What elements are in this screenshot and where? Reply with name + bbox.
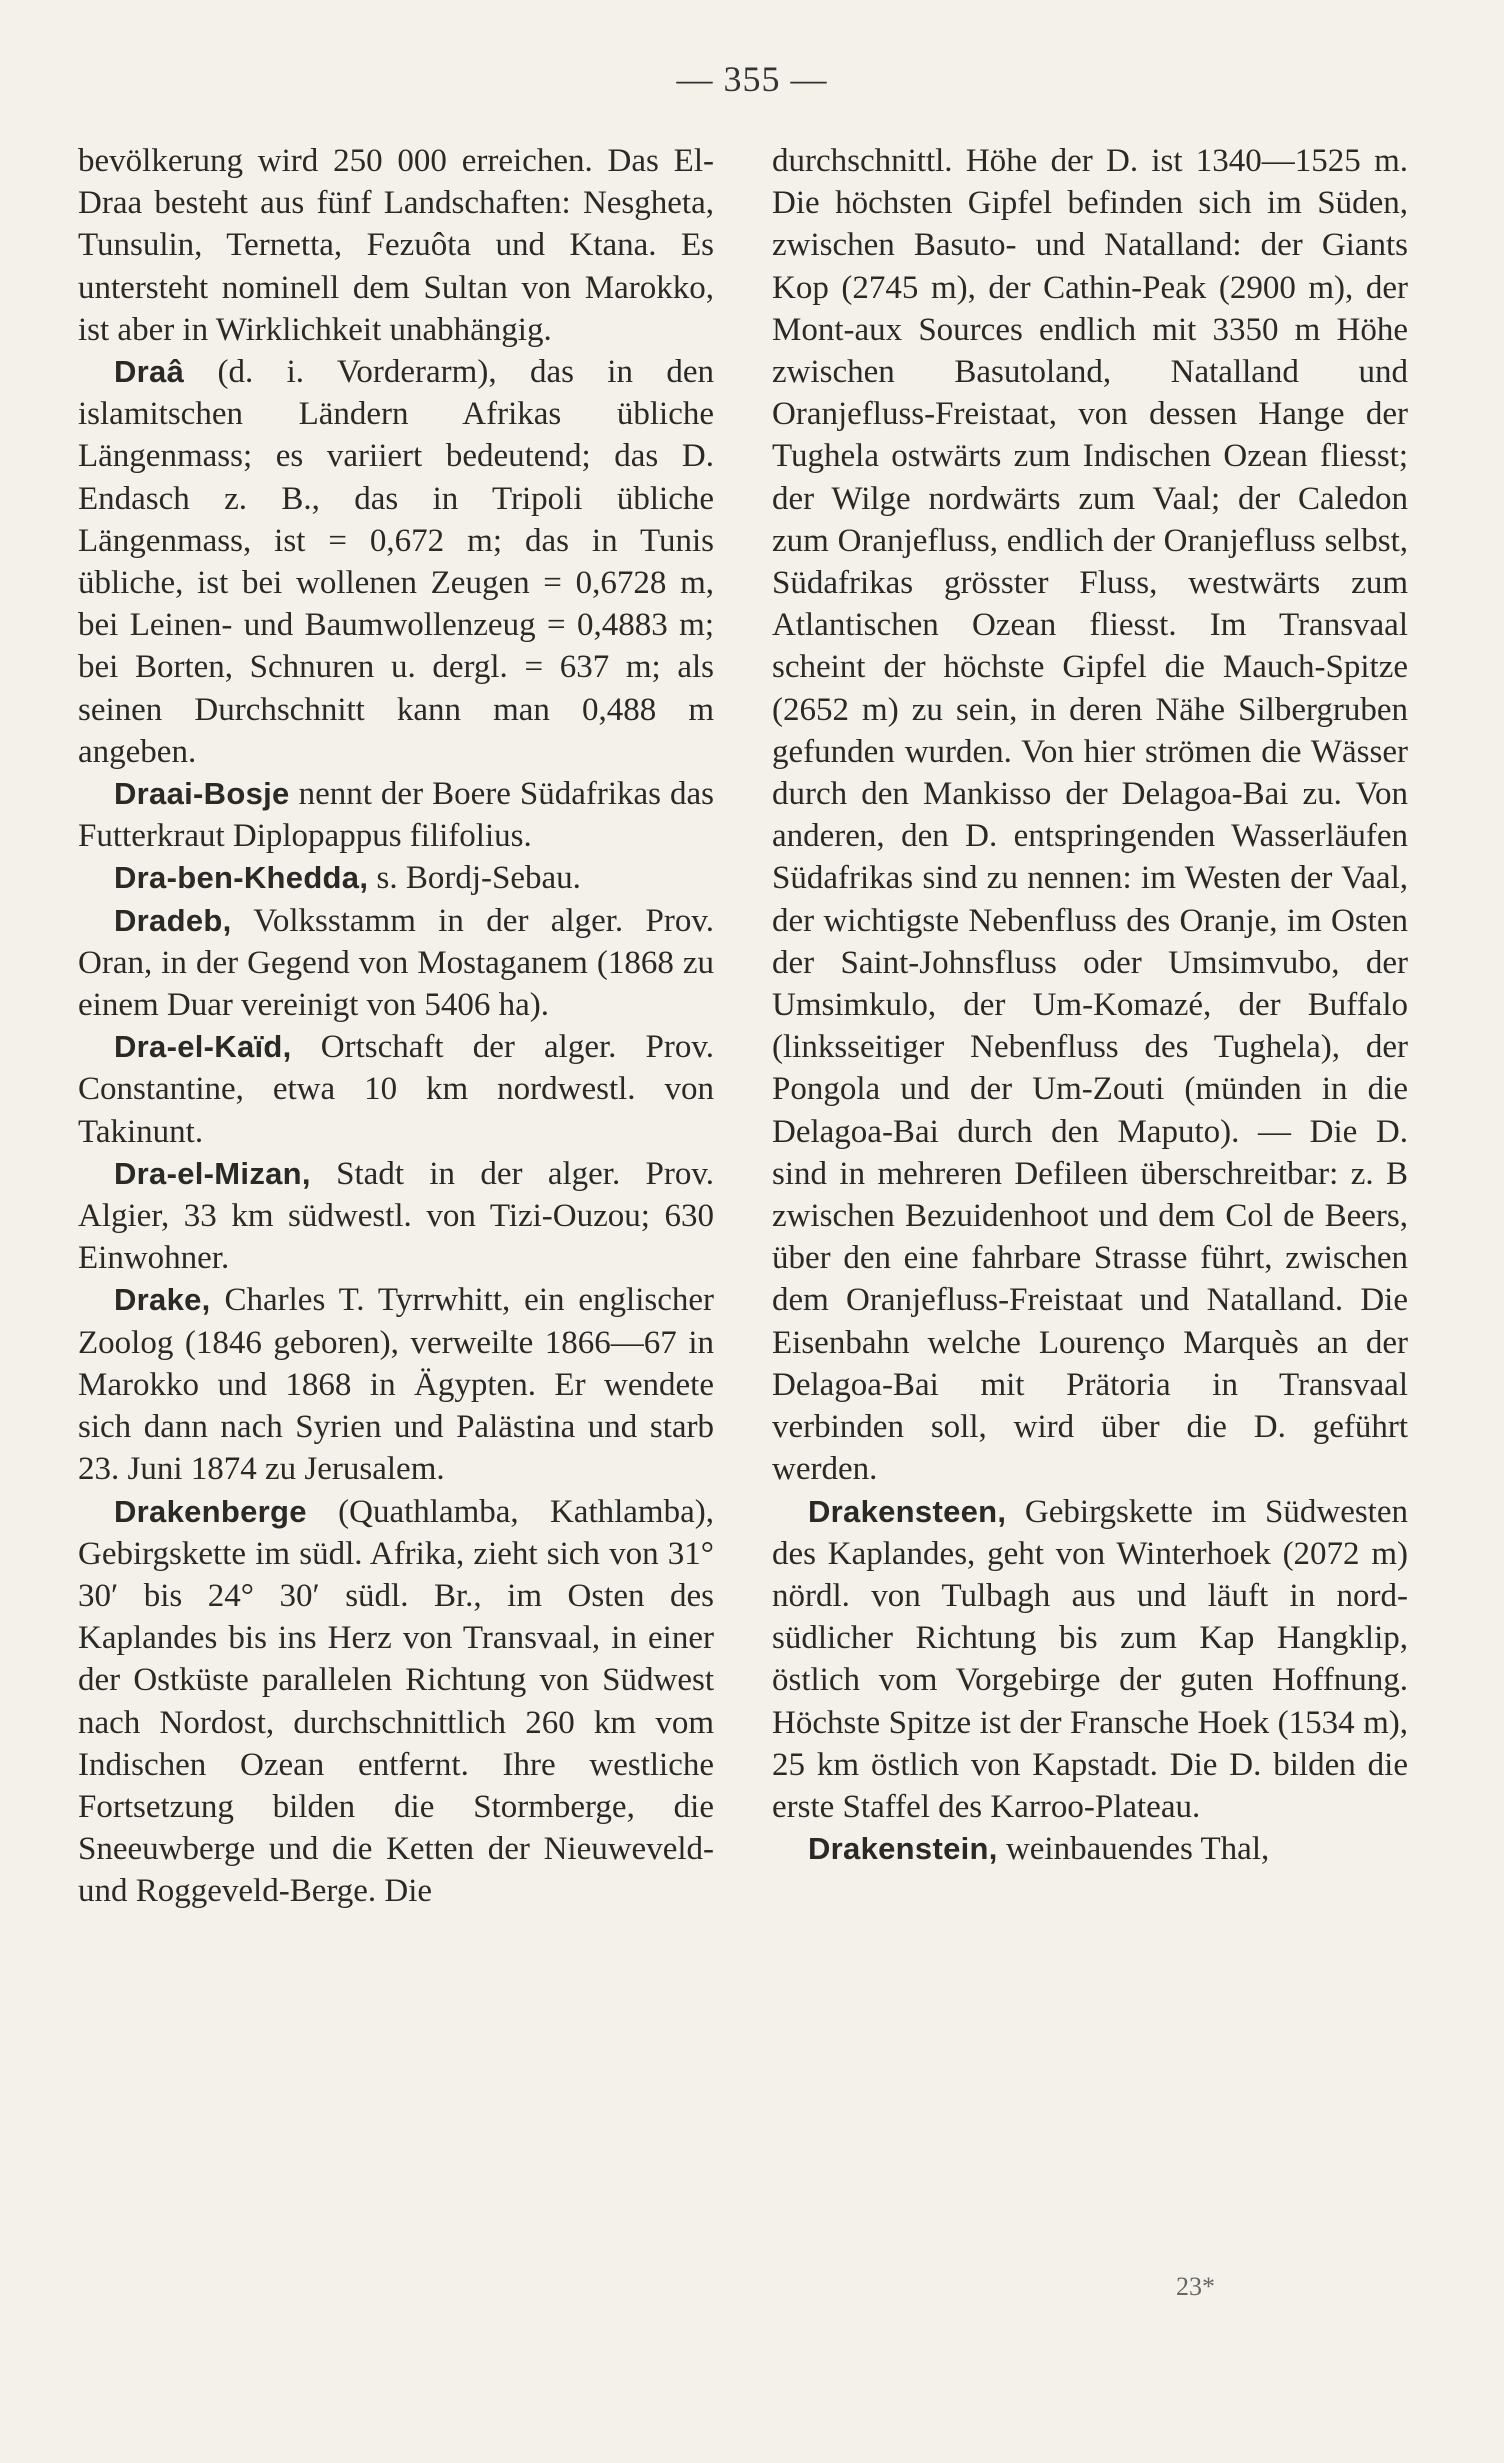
entry-paragraph bbox=[78, 1279, 714, 1490]
entry-paragraph bbox=[78, 857, 714, 899]
entry-paragraph bbox=[772, 1828, 1408, 1870]
entry-text: (d. i. Vorderarm), das in den islamitschen Ländern Afrikas übliche Längenmass; es variiert bedeutend; das D. Endasch z. B., das in Tripoli übliche Längenmass, ist = 0,672 m; das in Tunis übliche, ist bei wollenen Zeugen = 0,6728 m, bei Leinen- und Baumwollenzeug = 0,4883 m; bei Borten, Schnuren u. dergl. = 637 m; als seinen Durchschnitt kann man 0,488 m angeben. bbox=[78, 354, 714, 770]
entry-headword: Dradeb, bbox=[114, 902, 232, 938]
entry-text: Ortschaft der alger. Prov. Constantine, etwa 10 km nordwestl. von Takinunt. bbox=[78, 1029, 714, 1150]
entry-text: Gebirgskette im Südwesten des Kaplandes, geht von Winterhoek (2072 m) nördl. von Tulbagh aus und läuft in nord-südlicher Richtung bis zum Kap Hangklip, östlich vom Vorgebirge der guten Hoffnung. Höchste Spitze ist der Fransche Hoek (1534 m), 25 km östlich von Kapstadt. Die D. bilden die erste Staffel des Karroo-Plateau. bbox=[772, 1493, 1408, 1825]
entry-headword: Dra-el-Mizan, bbox=[114, 1155, 311, 1191]
entry-headword: Draâ bbox=[114, 354, 185, 390]
printer-signature: 23* bbox=[1176, 2272, 1215, 2301]
entry-paragraph bbox=[772, 140, 1408, 1491]
entry-headword: Dra-el-Kaïd, bbox=[114, 1029, 292, 1065]
entry-text: Charles T. Tyrrwhitt, ein englischer Zoolog (1846 geboren), verweilte 1866—67 in Marokko und 1868 in Ägypten. Er wendete sich dann nach Syrien und Palästina und starb 23. Juni 1874 zu Jerusalem. bbox=[78, 1282, 714, 1488]
page-number: — 355 — bbox=[676, 59, 828, 99]
entry-paragraph bbox=[78, 1153, 714, 1280]
entry-headword: Drakenberge bbox=[114, 1493, 307, 1529]
entry-headword: Drake, bbox=[114, 1282, 211, 1318]
entry-paragraph bbox=[772, 1491, 1408, 1829]
entry-headword: Dra-ben-Khedda, bbox=[114, 860, 369, 896]
entry-paragraph bbox=[78, 1026, 714, 1153]
entry-paragraph bbox=[78, 900, 714, 1027]
entry-text: durchschnittl. Höhe der D. ist 1340—1525 m. Die höchsten Gipfel befinden sich im Süden, zwischen Basuto- und Natalland: der Giants Kop (2745 m), der Cathin-Peak (2900 m), der Mont-aux Sources endlich mit 3350 m Höhe zwischen Basutoland, Natalland und Oranjefluss-Freistaat, von dessen Hange der Tughela ostwärts zum Indischen Ozean fliesst; der Wilge nordwärts zum Vaal; der Caledon zum Oranjefluss, endlich der Oranjefluss selbst, Südafrikas grösster Fluss, westwärts zum Atlantischen Ozean fliesst. Im Transvaal scheint der höchste Gipfel die Mauch-Spitze (2652 m) zu sein, in deren Nähe Silbergruben gefunden wurden. Von hier strömen die Wässer durch den Mankisso der Delagoa-Bai zu. Von anderen, den D. entspringenden Wasserläufen Südafrikas sind zu nennen: im Westen der Vaal, der wichtigste Nebenfluss des Oranje, im Osten der Saint-Johnsfluss oder Umsimvubo, der Umsimkulo, der Um-Komazé, der Buffalo (linksseitiger Nebenfluss des Tughela), der Pongola und der Um-Zouti (münden in die Delagoa-Bai durch den Maputo). — Die D. sind in mehreren Defileen überschreitbar: z. B zwischen Bezuidenhoot und dem Col de Beers, über den eine fahrbare Strasse führt, zwischen dem Oranjefluss-Freistaat und Natalland. Die Eisenbahn welche Lourenço Marquès an der Delagoa-Bai mit Prätoria in Transvaal verbinden soll, wird über die D. geführt werden. bbox=[772, 143, 1408, 1488]
entry-text: bevölkerung wird 250 000 erreichen. Das El-Draa besteht aus fünf Landschaften: Nesgheta, Tunsulin, Ternetta, Fezuôta und Ktana. Es untersteht nominell dem Sultan von Marokko, ist aber in Wirklichkeit unabhängig. bbox=[78, 143, 714, 348]
entry-paragraph bbox=[78, 1491, 714, 1913]
entry-text: weinbauendes Thal, bbox=[997, 1831, 1270, 1868]
entry-text: Stadt in der alger. Prov. Algier, 33 km südwestl. von Tizi-Ouzou; 630 Einwohner. bbox=[78, 1155, 714, 1277]
entry-text: Volksstamm in der alger. Prov. Oran, in der Gegend von Mostaganem (1868 zu einem Duar vereinigt von 5406 ha). bbox=[78, 902, 714, 1024]
entry-text: (Quathlamba, Kathlamba), Gebirgskette im südl. Afrika, zieht sich von 31° 30′ bis 24° 30′ südl. Br., im Osten des Kaplandes bis ins Herz von Transvaal, in einer der Ostküste parallelen Richtung von Südwest nach Nordost, durchschnittlich 260 km vom Indischen Ozean entfernt. Ihre westliche Fortsetzung bilden die Stormberge, die Sneeuwberge und die Ketten der Nieuweveld- und Roggeveld-Berge. Die bbox=[78, 1493, 714, 1910]
left-column bbox=[78, 140, 714, 1913]
entry-headword: Drakensteen, bbox=[808, 1493, 1007, 1529]
entry-paragraph bbox=[78, 351, 714, 773]
entry-paragraph bbox=[78, 773, 714, 857]
entry-text: nennt der Boere Südafrikas das Futterkraut Diplopappus filifolius. bbox=[78, 776, 714, 855]
entry-text: s. Bordj-Sebau. bbox=[368, 860, 581, 897]
right-column bbox=[772, 140, 1408, 1870]
entry-headword: Drakenstein, bbox=[808, 1831, 998, 1867]
entry-headword: Draai-Bosje bbox=[114, 776, 290, 812]
entry-paragraph bbox=[78, 140, 714, 351]
